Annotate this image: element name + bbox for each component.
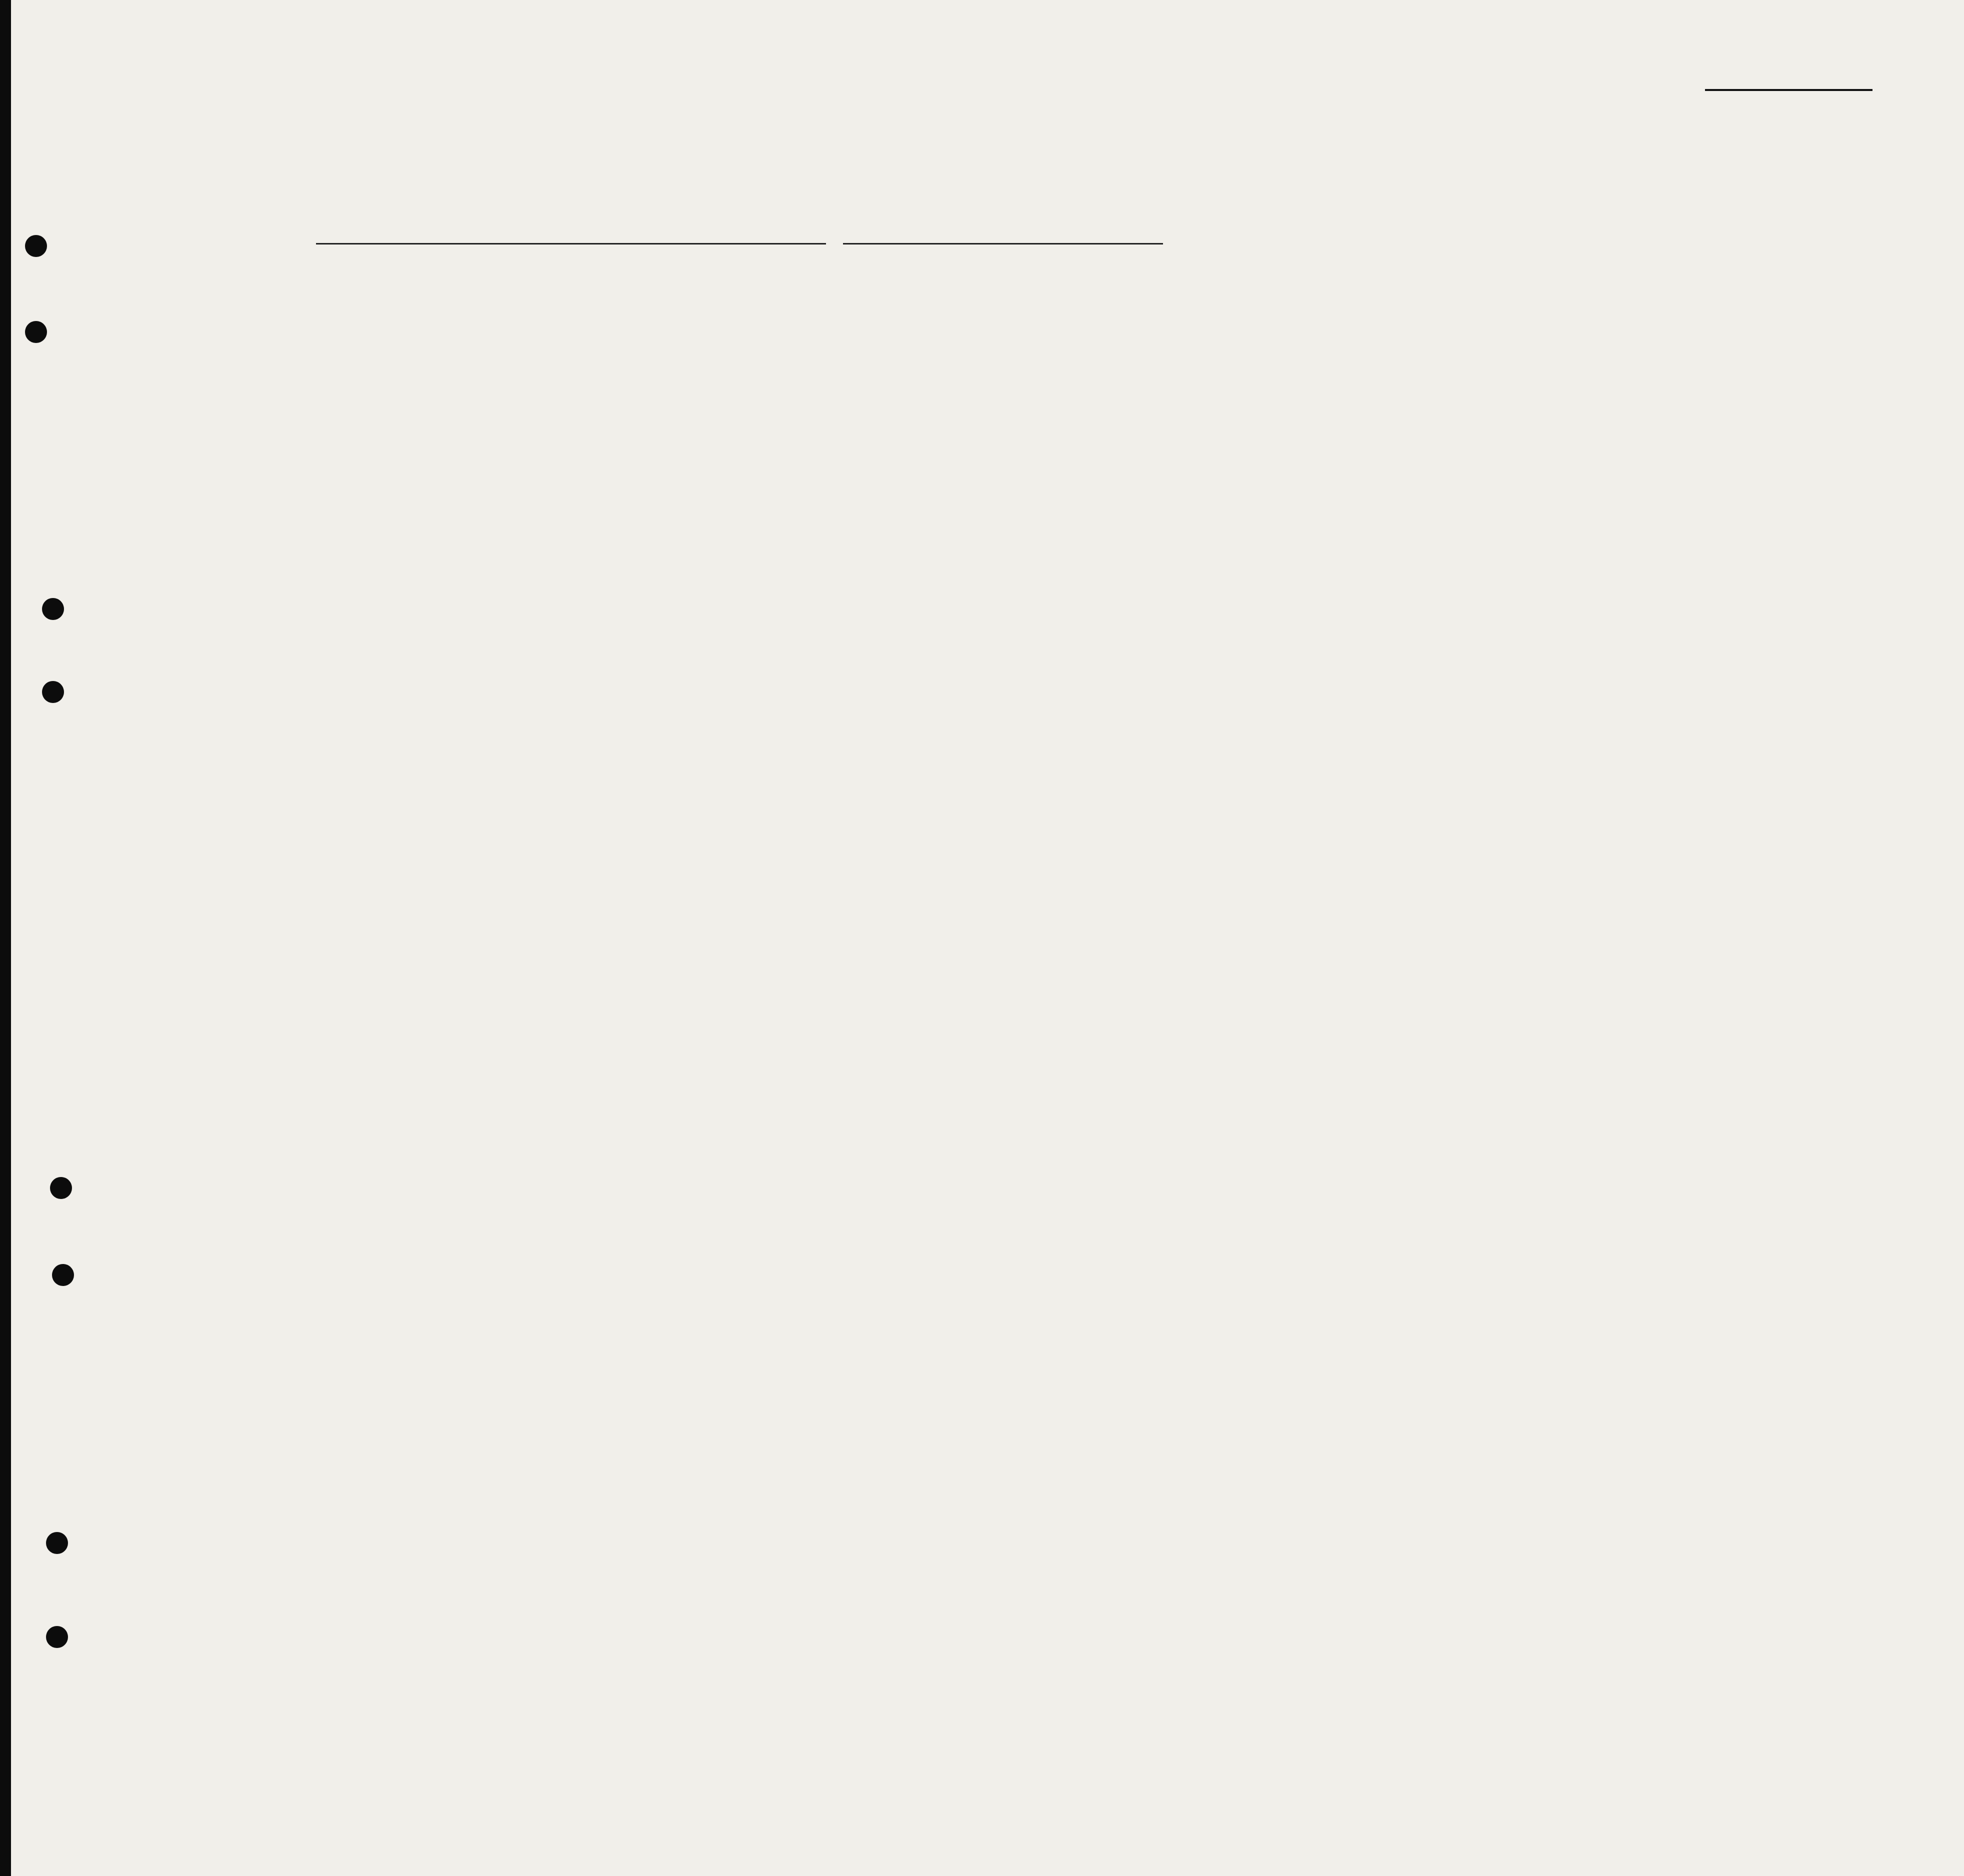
header-prison <box>1251 301 1288 437</box>
header-polygamist <box>1292 301 1310 437</box>
header-overthrow <box>1343 301 1398 437</box>
header-arrested <box>1458 301 1476 437</box>
header-possession-50 <box>684 306 709 437</box>
manifest-sheet <box>11 0 1964 1876</box>
table-grid <box>11 0 1964 1876</box>
header-feet <box>1611 395 1626 437</box>
header-length-of-time <box>1179 324 1213 438</box>
header-return <box>1144 324 1177 438</box>
header-excluded <box>1436 301 1454 437</box>
header-offer-labor <box>1402 301 1432 437</box>
header-inches <box>1634 385 1649 437</box>
header-ticket <box>557 306 583 437</box>
header-anarchist <box>1317 301 1335 437</box>
header-citizen <box>1214 324 1248 438</box>
